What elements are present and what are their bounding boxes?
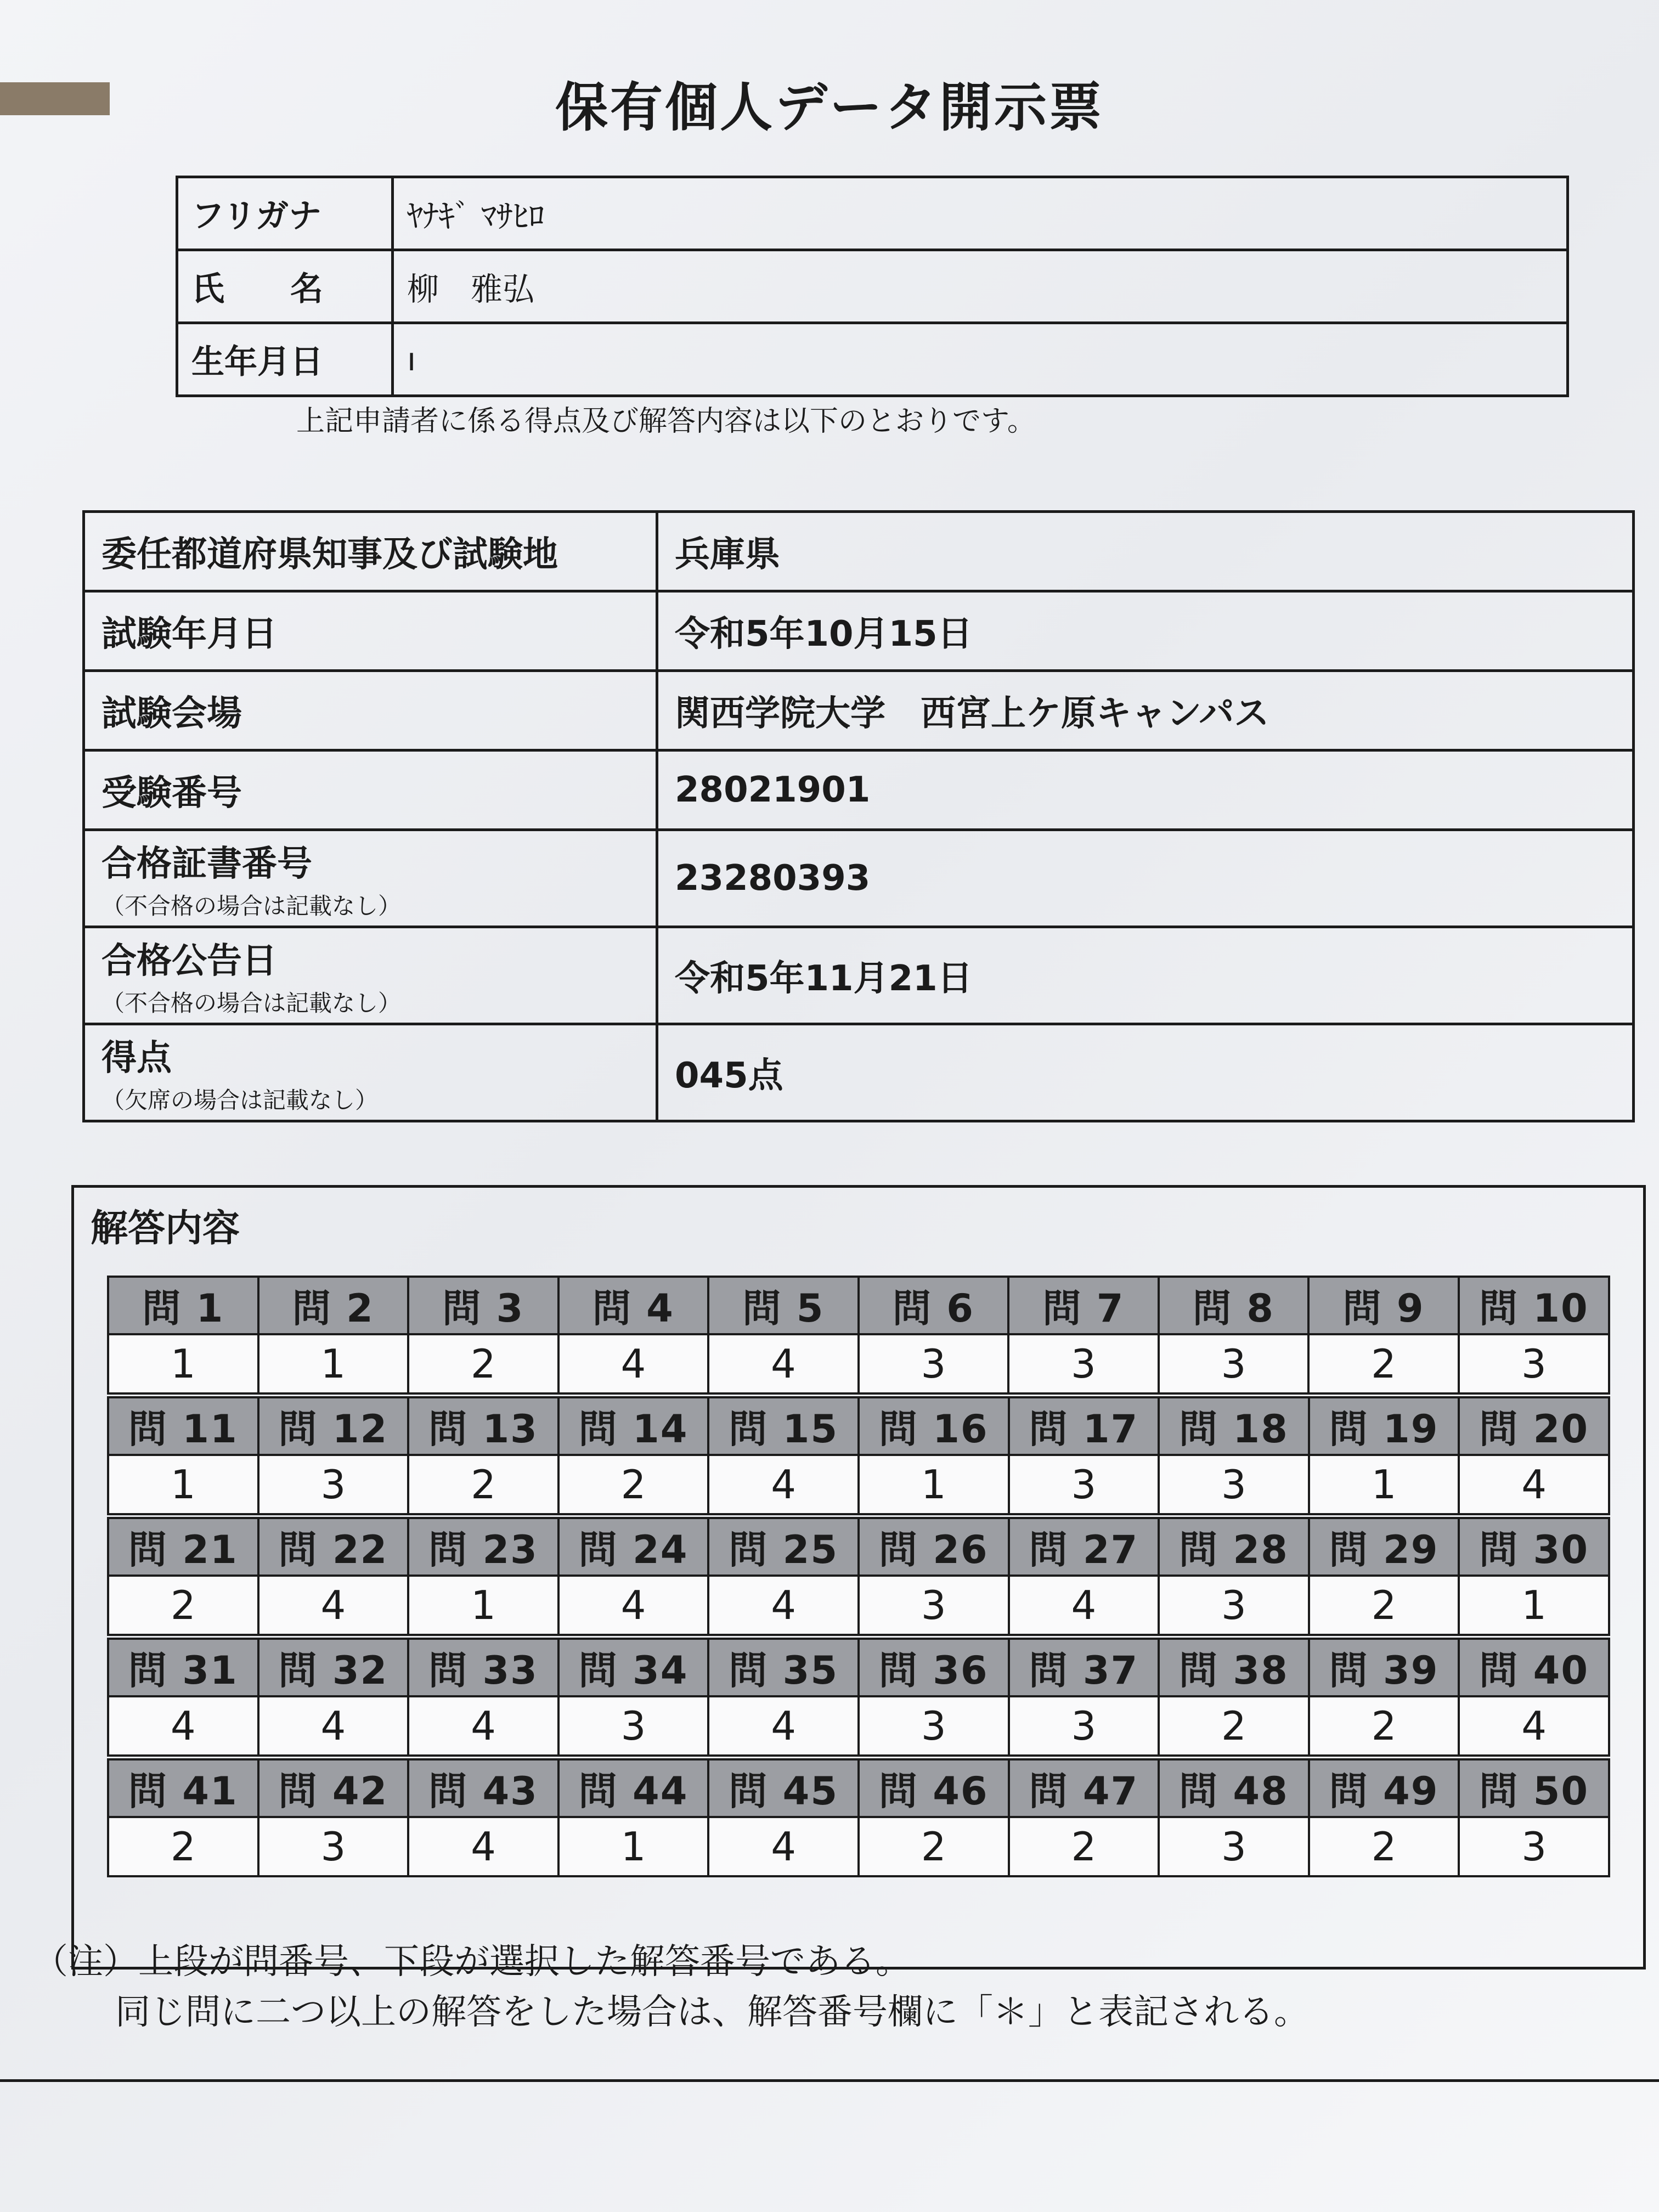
- question-label: 問 19: [1309, 1397, 1459, 1455]
- question-label: 問 10: [1459, 1277, 1609, 1334]
- furigana-label: フリガナ: [177, 177, 393, 250]
- birth-row: [177, 323, 1568, 396]
- answer-grid-block-5: [107, 1758, 1610, 1877]
- answer-cell: 3: [258, 1455, 409, 1514]
- answer-cell: 4: [708, 1576, 859, 1635]
- answer-cell: 1: [108, 1455, 258, 1514]
- question-label: 問 24: [558, 1518, 709, 1576]
- question-label: 問 8: [1159, 1277, 1309, 1334]
- question-label: 問 41: [108, 1759, 258, 1817]
- answer-row: [108, 1455, 1609, 1514]
- question-label: 問 48: [1159, 1759, 1309, 1817]
- answer-cell: 3: [1008, 1334, 1159, 1393]
- name-label: 氏 名: [177, 250, 393, 323]
- answer-cell: 3: [1459, 1817, 1609, 1876]
- question-label: 問 30: [1459, 1518, 1609, 1576]
- answer-cell: 2: [1009, 1817, 1159, 1876]
- answer-cell: 2: [1159, 1696, 1309, 1756]
- answer-cell: 2: [1308, 1334, 1459, 1393]
- question-label: 問 40: [1459, 1639, 1609, 1696]
- document-title: 保有個人データ開示票: [555, 77, 1104, 138]
- question-row: [108, 1518, 1609, 1576]
- answer-cell: 2: [558, 1455, 709, 1514]
- answer-cell: 4: [558, 1576, 709, 1635]
- answer-grid-block-4: [107, 1638, 1610, 1757]
- info-row-announcement: [84, 927, 1634, 1024]
- answer-cell: 4: [1459, 1696, 1609, 1756]
- answer-grid-block-2: [107, 1396, 1610, 1515]
- answer-cell: 4: [258, 1696, 409, 1756]
- question-label: 問 18: [1159, 1397, 1309, 1455]
- answer-cell: 2: [408, 1334, 558, 1393]
- question-label: 問 11: [108, 1397, 258, 1455]
- certificate-note: （不合格の場合は記載なし）: [101, 893, 402, 919]
- prefecture-label: 委任都道府県知事及び試験地: [84, 512, 657, 591]
- answer-cell: 3: [1159, 1334, 1309, 1393]
- answer-cell: 3: [1159, 1576, 1309, 1635]
- question-label: 問 33: [408, 1639, 558, 1696]
- venue-value: 関西学院大学 西宮上ケ原キャンパス: [657, 671, 1634, 751]
- exam-date-value: 令和5年10月15日: [657, 591, 1634, 671]
- question-label: 問 6: [859, 1277, 1009, 1334]
- answer-cell: 4: [558, 1334, 709, 1393]
- note-line-2: 同じ問に二つ以上の解答をした場合は、解答番号欄に「＊」と表記される。: [115, 1992, 1309, 2033]
- question-label: 問 37: [1009, 1639, 1159, 1696]
- question-label: 問 49: [1309, 1759, 1459, 1817]
- answer-cell: 4: [708, 1696, 859, 1756]
- answer-cell: 3: [859, 1334, 1009, 1393]
- certificate-value: 23280393: [657, 830, 1634, 927]
- answer-cell: 2: [1309, 1696, 1459, 1756]
- question-label: 問 42: [258, 1759, 409, 1817]
- answer-cell: 3: [1009, 1696, 1159, 1756]
- answer-cell: 4: [408, 1696, 558, 1756]
- answer-cell: 3: [1009, 1455, 1159, 1514]
- answer-grid-block-1: [107, 1276, 1610, 1395]
- question-label: 問 16: [859, 1397, 1009, 1455]
- question-label: 問 27: [1009, 1518, 1159, 1576]
- answer-cell: 2: [1309, 1576, 1459, 1635]
- prefecture-value: 兵庫県: [657, 512, 1634, 591]
- question-label: 問 15: [708, 1397, 859, 1455]
- score-label: 得点: [101, 1038, 172, 1079]
- exam-info-table: [82, 510, 1635, 1122]
- exam-number-value: 28021901: [657, 751, 1634, 830]
- question-label: 問 36: [859, 1639, 1009, 1696]
- question-label: 問 9: [1308, 1277, 1459, 1334]
- furigana-value: ﾔﾅｷﾞ ﾏｻﾋﾛ: [393, 177, 1568, 250]
- answer-row: [108, 1334, 1609, 1393]
- question-label: 問 20: [1459, 1397, 1609, 1455]
- answers-section: [71, 1185, 1646, 1970]
- question-label: 問 35: [708, 1639, 859, 1696]
- score-value: 045点: [657, 1024, 1634, 1121]
- question-row: [108, 1639, 1609, 1696]
- exam-number-label: 受験番号: [84, 751, 657, 830]
- question-label: 問 34: [558, 1639, 709, 1696]
- question-label: 問 39: [1309, 1639, 1459, 1696]
- question-label: 問 14: [558, 1397, 709, 1455]
- question-label: 問 32: [258, 1639, 409, 1696]
- answer-cell: 3: [558, 1696, 709, 1756]
- answer-cell: 4: [408, 1817, 558, 1876]
- question-label: 問 22: [258, 1518, 409, 1576]
- notes: [33, 1937, 1309, 2038]
- answer-grid-block-3: [107, 1517, 1610, 1636]
- info-row-certificate: [84, 830, 1634, 927]
- answer-cell: 4: [1459, 1455, 1609, 1514]
- answer-cell: 3: [859, 1576, 1009, 1635]
- answer-cell: 3: [1159, 1455, 1309, 1514]
- question-label: 問 12: [258, 1397, 409, 1455]
- question-label: 問 23: [408, 1518, 558, 1576]
- answer-cell: 3: [1459, 1334, 1609, 1393]
- applicant-table: [176, 176, 1569, 397]
- answer-cell: 4: [708, 1817, 859, 1876]
- question-row: [108, 1277, 1609, 1334]
- answer-cell: 4: [1009, 1576, 1159, 1635]
- birth-value: ı: [393, 323, 1568, 396]
- answer-cell: 1: [408, 1576, 558, 1635]
- answer-cell: 1: [108, 1334, 258, 1393]
- score-cell: [84, 1024, 657, 1121]
- answer-cell: 1: [258, 1334, 409, 1393]
- info-row-prefecture: [84, 512, 1634, 591]
- answer-cell: 3: [258, 1817, 409, 1876]
- question-label: 問 21: [108, 1518, 258, 1576]
- score-note: （欠席の場合は記載なし）: [101, 1087, 379, 1114]
- certificate-label: 合格証書番号: [101, 844, 312, 884]
- answer-cell: 3: [859, 1696, 1009, 1756]
- name-value: 柳 雅弘: [393, 250, 1568, 323]
- announcement-value: 令和5年11月21日: [657, 927, 1634, 1024]
- answer-row: [108, 1576, 1609, 1635]
- question-label: 問 46: [859, 1759, 1009, 1817]
- answer-cell: 1: [1459, 1576, 1609, 1635]
- question-label: 問 43: [408, 1759, 558, 1817]
- question-label: 問 29: [1309, 1518, 1459, 1576]
- answer-cell: 4: [708, 1455, 859, 1514]
- divider: [0, 2079, 1659, 2082]
- answer-cell: 1: [1309, 1455, 1459, 1514]
- question-label: 問 2: [258, 1277, 409, 1334]
- question-label: 問 31: [108, 1639, 258, 1696]
- exam-date-label: 試験年月日: [84, 591, 657, 671]
- question-label: 問 28: [1159, 1518, 1309, 1576]
- info-row-exam-number: [84, 751, 1634, 830]
- question-label: 問 38: [1159, 1639, 1309, 1696]
- answer-cell: 1: [859, 1455, 1009, 1514]
- question-label: 問 17: [1009, 1397, 1159, 1455]
- question-label: 問 7: [1008, 1277, 1159, 1334]
- announcement-cell: [84, 927, 657, 1024]
- question-label: 問 4: [558, 1277, 709, 1334]
- question-label: 問 50: [1459, 1759, 1609, 1817]
- info-row-score: [84, 1024, 1634, 1121]
- answer-cell: 4: [258, 1576, 409, 1635]
- name-row: [177, 250, 1568, 323]
- answer-row: [108, 1696, 1609, 1756]
- announcement-note: （不合格の場合は記載なし）: [101, 990, 402, 1017]
- note-line-1: （注）上段が問番号、下段が選択した解答番号である。: [33, 1942, 911, 1982]
- question-label: 問 45: [708, 1759, 859, 1817]
- info-row-date: [84, 591, 1634, 671]
- answer-cell: 2: [859, 1817, 1009, 1876]
- question-label: 問 13: [408, 1397, 558, 1455]
- answer-cell: 4: [108, 1696, 258, 1756]
- answers-title: 解答内容: [91, 1207, 240, 1250]
- answer-cell: 3: [1159, 1817, 1309, 1876]
- question-label: 問 25: [708, 1518, 859, 1576]
- answer-cell: 2: [108, 1576, 258, 1635]
- answer-cell: 2: [408, 1455, 558, 1514]
- lead-text: 上記申請者に係る得点及び解答内容は以下のとおりです。: [296, 405, 1036, 438]
- venue-label: 試験会場: [84, 671, 657, 751]
- answer-cell: 1: [558, 1817, 709, 1876]
- furigana-row: [177, 177, 1568, 250]
- question-label: 問 26: [859, 1518, 1009, 1576]
- announcement-label: 合格公告日: [101, 941, 277, 981]
- certificate-cell: [84, 830, 657, 927]
- answer-cell: 2: [1309, 1817, 1459, 1876]
- answer-row: [108, 1817, 1609, 1876]
- question-label: 問 44: [558, 1759, 709, 1817]
- question-label: 問 1: [108, 1277, 258, 1334]
- info-row-venue: [84, 671, 1634, 751]
- birth-label: 生年月日: [177, 323, 393, 396]
- question-row: [108, 1759, 1609, 1817]
- question-label: 問 47: [1009, 1759, 1159, 1817]
- answer-cell: 4: [708, 1334, 859, 1393]
- question-label: 問 5: [708, 1277, 859, 1334]
- question-row: [108, 1397, 1609, 1455]
- question-label: 問 3: [408, 1277, 558, 1334]
- answer-cell: 2: [108, 1817, 258, 1876]
